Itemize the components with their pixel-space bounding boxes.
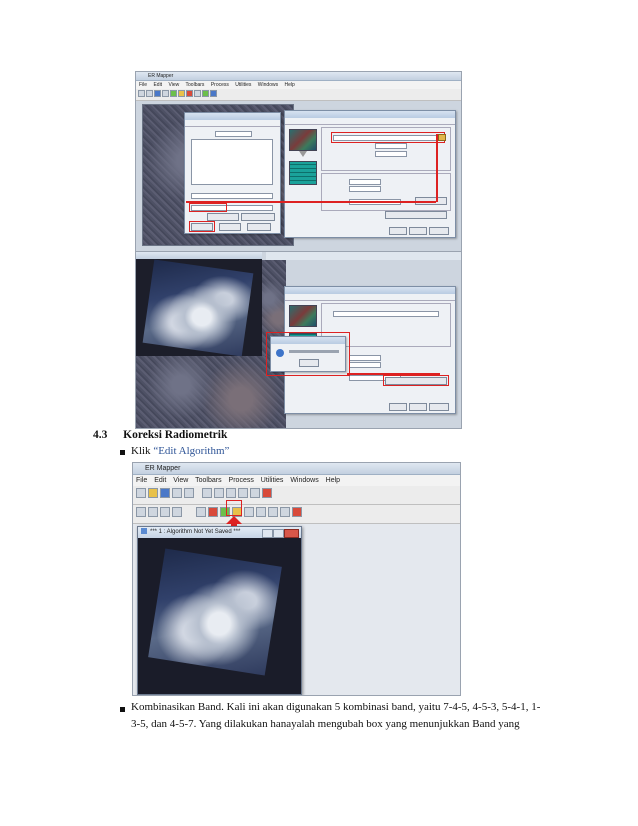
wizard-cancel-button[interactable] (429, 227, 449, 235)
zoom-out-icon[interactable] (226, 488, 236, 498)
file-type-highlight (189, 203, 227, 212)
wizard-save-button[interactable] (389, 403, 407, 411)
tool-icon[interactable] (170, 90, 177, 97)
zoom-in-icon[interactable] (214, 488, 224, 498)
menu-edit[interactable]: Edit (153, 82, 163, 88)
menu-toolbars[interactable]: Toolbars (185, 82, 205, 88)
wizard-tabs (285, 294, 455, 301)
save-icon[interactable] (160, 488, 170, 498)
bullet-item-edit-algorithm (131, 445, 229, 457)
save-file-start-button[interactable] (385, 211, 447, 219)
menu-view[interactable]: View (168, 82, 180, 88)
cell-size-y-field[interactable] (349, 362, 381, 368)
folder-icon[interactable] (438, 134, 446, 141)
hand-icon[interactable] (250, 488, 260, 498)
refresh-icon[interactable] (202, 488, 212, 498)
file-chooser-dialog (184, 112, 281, 234)
menu-file[interactable]: File (136, 477, 148, 484)
open-icon[interactable] (148, 488, 158, 498)
cell-size-y-field[interactable] (349, 186, 381, 192)
list-icon[interactable] (148, 507, 158, 517)
tool-icon[interactable] (194, 90, 201, 97)
cell-size-x-field[interactable] (349, 179, 381, 185)
menu-process[interactable]: Process (210, 82, 229, 88)
tool-icon[interactable] (162, 90, 169, 97)
menu-edit[interactable]: Edit (154, 477, 167, 484)
cell-attributes-group (321, 173, 451, 211)
connector-line (347, 373, 440, 375)
landsat-scene-preview (148, 548, 282, 675)
menu-help[interactable]: Help (325, 477, 341, 484)
resampling-wizard-dialog (284, 110, 456, 238)
tool-icon[interactable] (146, 90, 153, 97)
ruler-icon[interactable] (268, 507, 278, 517)
list-icon[interactable] (172, 507, 182, 517)
wizard-close-button[interactable] (409, 227, 427, 235)
edit-algorithm-link: “Edit Algorithm” (153, 445, 230, 457)
stop-icon[interactable] (262, 488, 272, 498)
close-window-button[interactable] (284, 529, 299, 538)
menu-utilities[interactable]: Utilities (260, 477, 284, 484)
connector-line (186, 201, 436, 203)
maximize-button[interactable] (273, 529, 284, 538)
screenshot-rectification-finished (135, 251, 462, 429)
menu-file[interactable]: File (139, 82, 148, 88)
tool-icon[interactable] (154, 90, 161, 97)
app-titlebar: ER Mapper (133, 463, 460, 475)
info-button[interactable] (207, 213, 239, 221)
section-number: 4.3 (93, 429, 108, 441)
wizard-titlebar (285, 287, 455, 294)
output-thumbnail (289, 161, 317, 185)
landsat-scene-preview (143, 259, 254, 356)
menu-windows[interactable]: Windows (257, 82, 279, 88)
app-menubar (136, 81, 461, 89)
pointer-icon[interactable] (238, 488, 248, 498)
cancel-button[interactable] (247, 223, 271, 231)
layer-icon[interactable] (208, 507, 218, 517)
copy-icon[interactable] (184, 488, 194, 498)
screenshot-resampling-wizard (135, 71, 462, 253)
file-name-input[interactable] (191, 193, 273, 199)
projection-field[interactable] (375, 151, 407, 157)
save-file-start-highlight (383, 375, 449, 386)
cell-size-x-field[interactable] (349, 355, 381, 361)
new-icon[interactable] (136, 488, 146, 498)
view-icon[interactable] (196, 507, 206, 517)
app-toolbar-row2 (133, 505, 460, 524)
menu-view[interactable]: View (173, 477, 189, 484)
section-heading (93, 429, 227, 441)
connector-line (436, 134, 438, 202)
comments-button[interactable] (241, 213, 275, 221)
section-title: Koreksi Radiometrik (123, 429, 228, 441)
bullet-line-1: Kombinasikan Band. Kali ini akan digunakan 5 kombinasi band, yaitu 7-4-5, 4-5-3, 5-4-1, 1- (131, 701, 541, 713)
directory-select[interactable] (215, 131, 252, 137)
wizard-titlebar (285, 111, 455, 118)
chart-icon[interactable] (280, 507, 290, 517)
input-thumbnail (289, 129, 317, 151)
no-icon[interactable] (292, 507, 302, 517)
menu-process[interactable]: Process (228, 477, 254, 484)
image-icon[interactable] (244, 507, 254, 517)
bullet-line-2: 3-5, dan 4-5-7. Yang dilakukan hanayalah mengubah box yang menunjukkan Band yang (131, 718, 520, 730)
datum-field[interactable] (375, 143, 407, 149)
edit-algorithm-highlight (226, 500, 242, 516)
output-file-highlight (331, 132, 445, 143)
algorithm-window (137, 526, 302, 695)
file-list[interactable] (191, 139, 273, 185)
print-icon[interactable] (172, 488, 182, 498)
dialog-tabs (185, 120, 280, 127)
background-band (266, 252, 461, 260)
tool-icon[interactable] (186, 90, 193, 97)
wizard-cancel-button[interactable] (429, 403, 449, 411)
bullet-square-icon (120, 707, 125, 712)
grid-icon[interactable] (256, 507, 266, 517)
window-icon (141, 528, 147, 534)
tool-icon[interactable] (178, 90, 185, 97)
algorithm-window-title: *** 1 : Algorithm Not Yet Saved *** (150, 529, 241, 535)
apply-button[interactable] (219, 223, 241, 231)
wizard-tabs (285, 118, 455, 125)
app-menubar (133, 475, 460, 486)
tool-icon[interactable] (138, 90, 145, 97)
tool-icon[interactable] (202, 90, 209, 97)
bullet-square-icon (120, 450, 125, 455)
menu-help[interactable]: Help (284, 82, 295, 88)
tool-icon[interactable] (210, 90, 217, 97)
input-thumbnail (289, 305, 317, 327)
wizard-save-button[interactable] (389, 227, 407, 235)
down-arrow-icon (299, 151, 307, 157)
satellite-image-window (136, 356, 286, 428)
dialog-titlebar (185, 113, 280, 120)
menu-windows[interactable]: Windows (290, 477, 319, 484)
minimize-button[interactable] (262, 529, 273, 538)
ok-button-highlight (189, 221, 215, 232)
screenshot-edit-algorithm (132, 462, 461, 696)
bullet-item-kombinasi-band (131, 699, 548, 733)
output-file-field[interactable] (333, 311, 439, 317)
algorithm-window-titlebar (136, 252, 262, 259)
bullet-prefix: Klik (131, 445, 154, 457)
notification-highlight (266, 332, 350, 376)
menu-utilities[interactable]: Utilities (235, 82, 252, 88)
app-toolbar-row1 (133, 486, 460, 505)
wizard-close-button[interactable] (409, 403, 427, 411)
list-icon[interactable] (160, 507, 170, 517)
app-titlebar: ER Mapper (136, 72, 461, 81)
list-icon[interactable] (136, 507, 146, 517)
menu-toolbars[interactable]: Toolbars (195, 477, 222, 484)
app-toolbar (136, 89, 461, 101)
